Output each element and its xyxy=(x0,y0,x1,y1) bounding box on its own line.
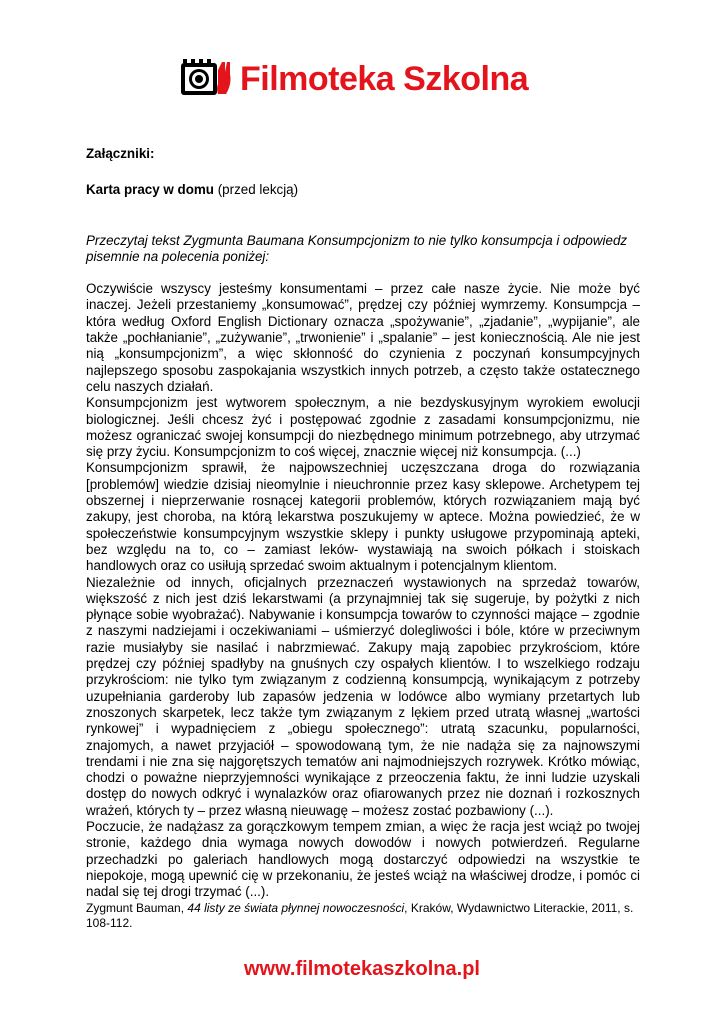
excerpt-paragraph: Poczucie, że nadążasz za gorączkowym tempem zmian, a więc że racja jest wciąż po twojej stronie, każdego dnia wymaga nowych dowodów i nowych potwierdzeń. Regularne przechadzki po galeriach handlowych mogą dostarczyć odpowiedzi na wszystkie te niepokoje, mogą upewnić cię w przekonaniu, że jesteś wciąż na właściwej drodze, i pomóc ci nadal się tej drogi trzymać (...). xyxy=(86,818,640,900)
brand-name: Filmoteka Szkolna xyxy=(240,60,529,98)
excerpt-paragraph: Oczywiście wszyscy jesteśmy konsumentami – przez całe nasze życie. Nie może być inaczej. Jeżeli przestaniemy „konsumować”, prędzej czy później wymrzemy. Konsumpcja – która według Oxford English Dictionary oznacza „spożywanie”, „zjadanie”, „wypijanie”, ale także „pochłanianie”, „zużywanie”, „trwonienie” i „spalanie” – jest koniecznością. Ale nie jest nią „konsumpcjonizm”, a więc skłonność do czynienia z poczynań konsumpcyjnych najlepszego sposobu zaspokajania wszystkich innych potrzeb, a często także ostatecznego celu naszych działań. xyxy=(86,281,640,394)
excerpt-paragraph: Niezależnie od innych, oficjalnych przeznaczeń wystawionych na sprzedaż towarów, większość z nich jest dziś lekarstwami (a przynajmniej tak się sugeruje, by pożytki z nich płynące sobie wyobrażać). Nabywanie i konsumpcja towarów to czynności mające – zgodnie z naszymi nadziejami i oczekiwaniami – uśmierzyć dolegliwości i bóle, które w przeciwnym razie musiałyby sie nasilać i nabrzmiewać. Zakupy mają zapobiec przykrościom, które prędzej czy później spadłyby na gnuśnych czy ospałych klientów. I to wszelkiego rodzaju przykrościom: nie tylko tym związanym z codzienną konsumpcją, wynikającym z potrzeby uzupełniania garderoby lub zapasów jedzenia w lodówce albo wymiany przetartych lub znoszonych skarpetek, lecz także tym związanym z lękiem przed utratą własnej „wartości rynkowej” i wypadnięciem z „obiegu społecznego”: utratą szacunku, popularności, znajomych, a nawet przyjaciół – spowodowaną tym, że nie nadąża się za najnowszymi trendami i nie zna się najgorętszych tematów ani najmodniejszych rozrywek. Krótko mówiąc, chodzi o poważne nieprzyjemności wynikające z przeoczenia faktu, że inni ludzie uzyskali dostęp do nowych odkryć i wynalazków oraz ofiarowanych przez nie doznań i rozkosznych wrażeń, których ty – przez własną nieuwagę – możesz zostać pozbawiony (...). xyxy=(86,574,640,818)
citation-publisher: , Kraków, Wydawnictwo Literackie, 2011, s. 108-112. xyxy=(86,901,634,931)
worksheet-title xyxy=(86,182,640,198)
section-heading: Załączniki: xyxy=(86,146,155,161)
excerpt-paragraph: Konsumpcjonizm jest wytworem społecznym, a nie bezdyskusyjnym wyrokiem ewolucji biologicznej. Jeśli chcesz żyć i postępować zgodnie z zasadami konsumpcjonizmu, nie możesz ograniczać swojej konsumpcji do niezbędnego minimum potrzebnego, aby utrzymać się przy życiu. Konsumpcjonizm to coś więcej, znacznie więcej niż konsumpcja. (...) xyxy=(86,395,640,460)
document-body xyxy=(86,146,640,931)
instruction-text: Przeczytaj tekst Zygmunta Baumana Konsumpcjonizm to nie tylko konsumpcja i odpowiedz pisemnie na polecenia poniżej: xyxy=(86,232,628,264)
citation-author: Zygmunt Bauman, xyxy=(86,901,188,916)
citation-title: 44 listy ze świata płynnej nowoczesności xyxy=(187,901,405,916)
excerpt-paragraph: Konsumpcjonizm sprawił, że najpowszechniej uczęszczana droga do rozwiązania [problemów] wiedzie dzisiaj nieomylnie i nieuchronnie przez kasy sklepowe. Archetypem tej obszernej i nieprzerwanie rosnącej kategorii problemów, których rozwiązaniem mają być zakupy, jest choroba, na którą lekarstwa poszukujemy w aptece. Można powiedzieć, że w społeczeństwie konsumpcyjnym wszystkie sklepy i punkty usługowe przypominają apteki, bez względu na to, co – zamiast leków- wystawiają na swoich półkach i stoiskach handlowych oraz co usiłują sprzedać swoim aktualnym i potencjalnym klientom. xyxy=(86,460,640,574)
film-reel-hand-icon xyxy=(180,58,234,100)
worksheet-title-bold: Karta pracy w domu xyxy=(86,182,214,198)
filmoteka-logo xyxy=(180,58,528,100)
source-citation xyxy=(86,901,640,931)
excerpt xyxy=(86,281,640,900)
footer-url[interactable]: www.filmotekaszkolna.pl xyxy=(244,958,480,980)
worksheet-title-note: (przed lekcją) xyxy=(214,182,299,198)
